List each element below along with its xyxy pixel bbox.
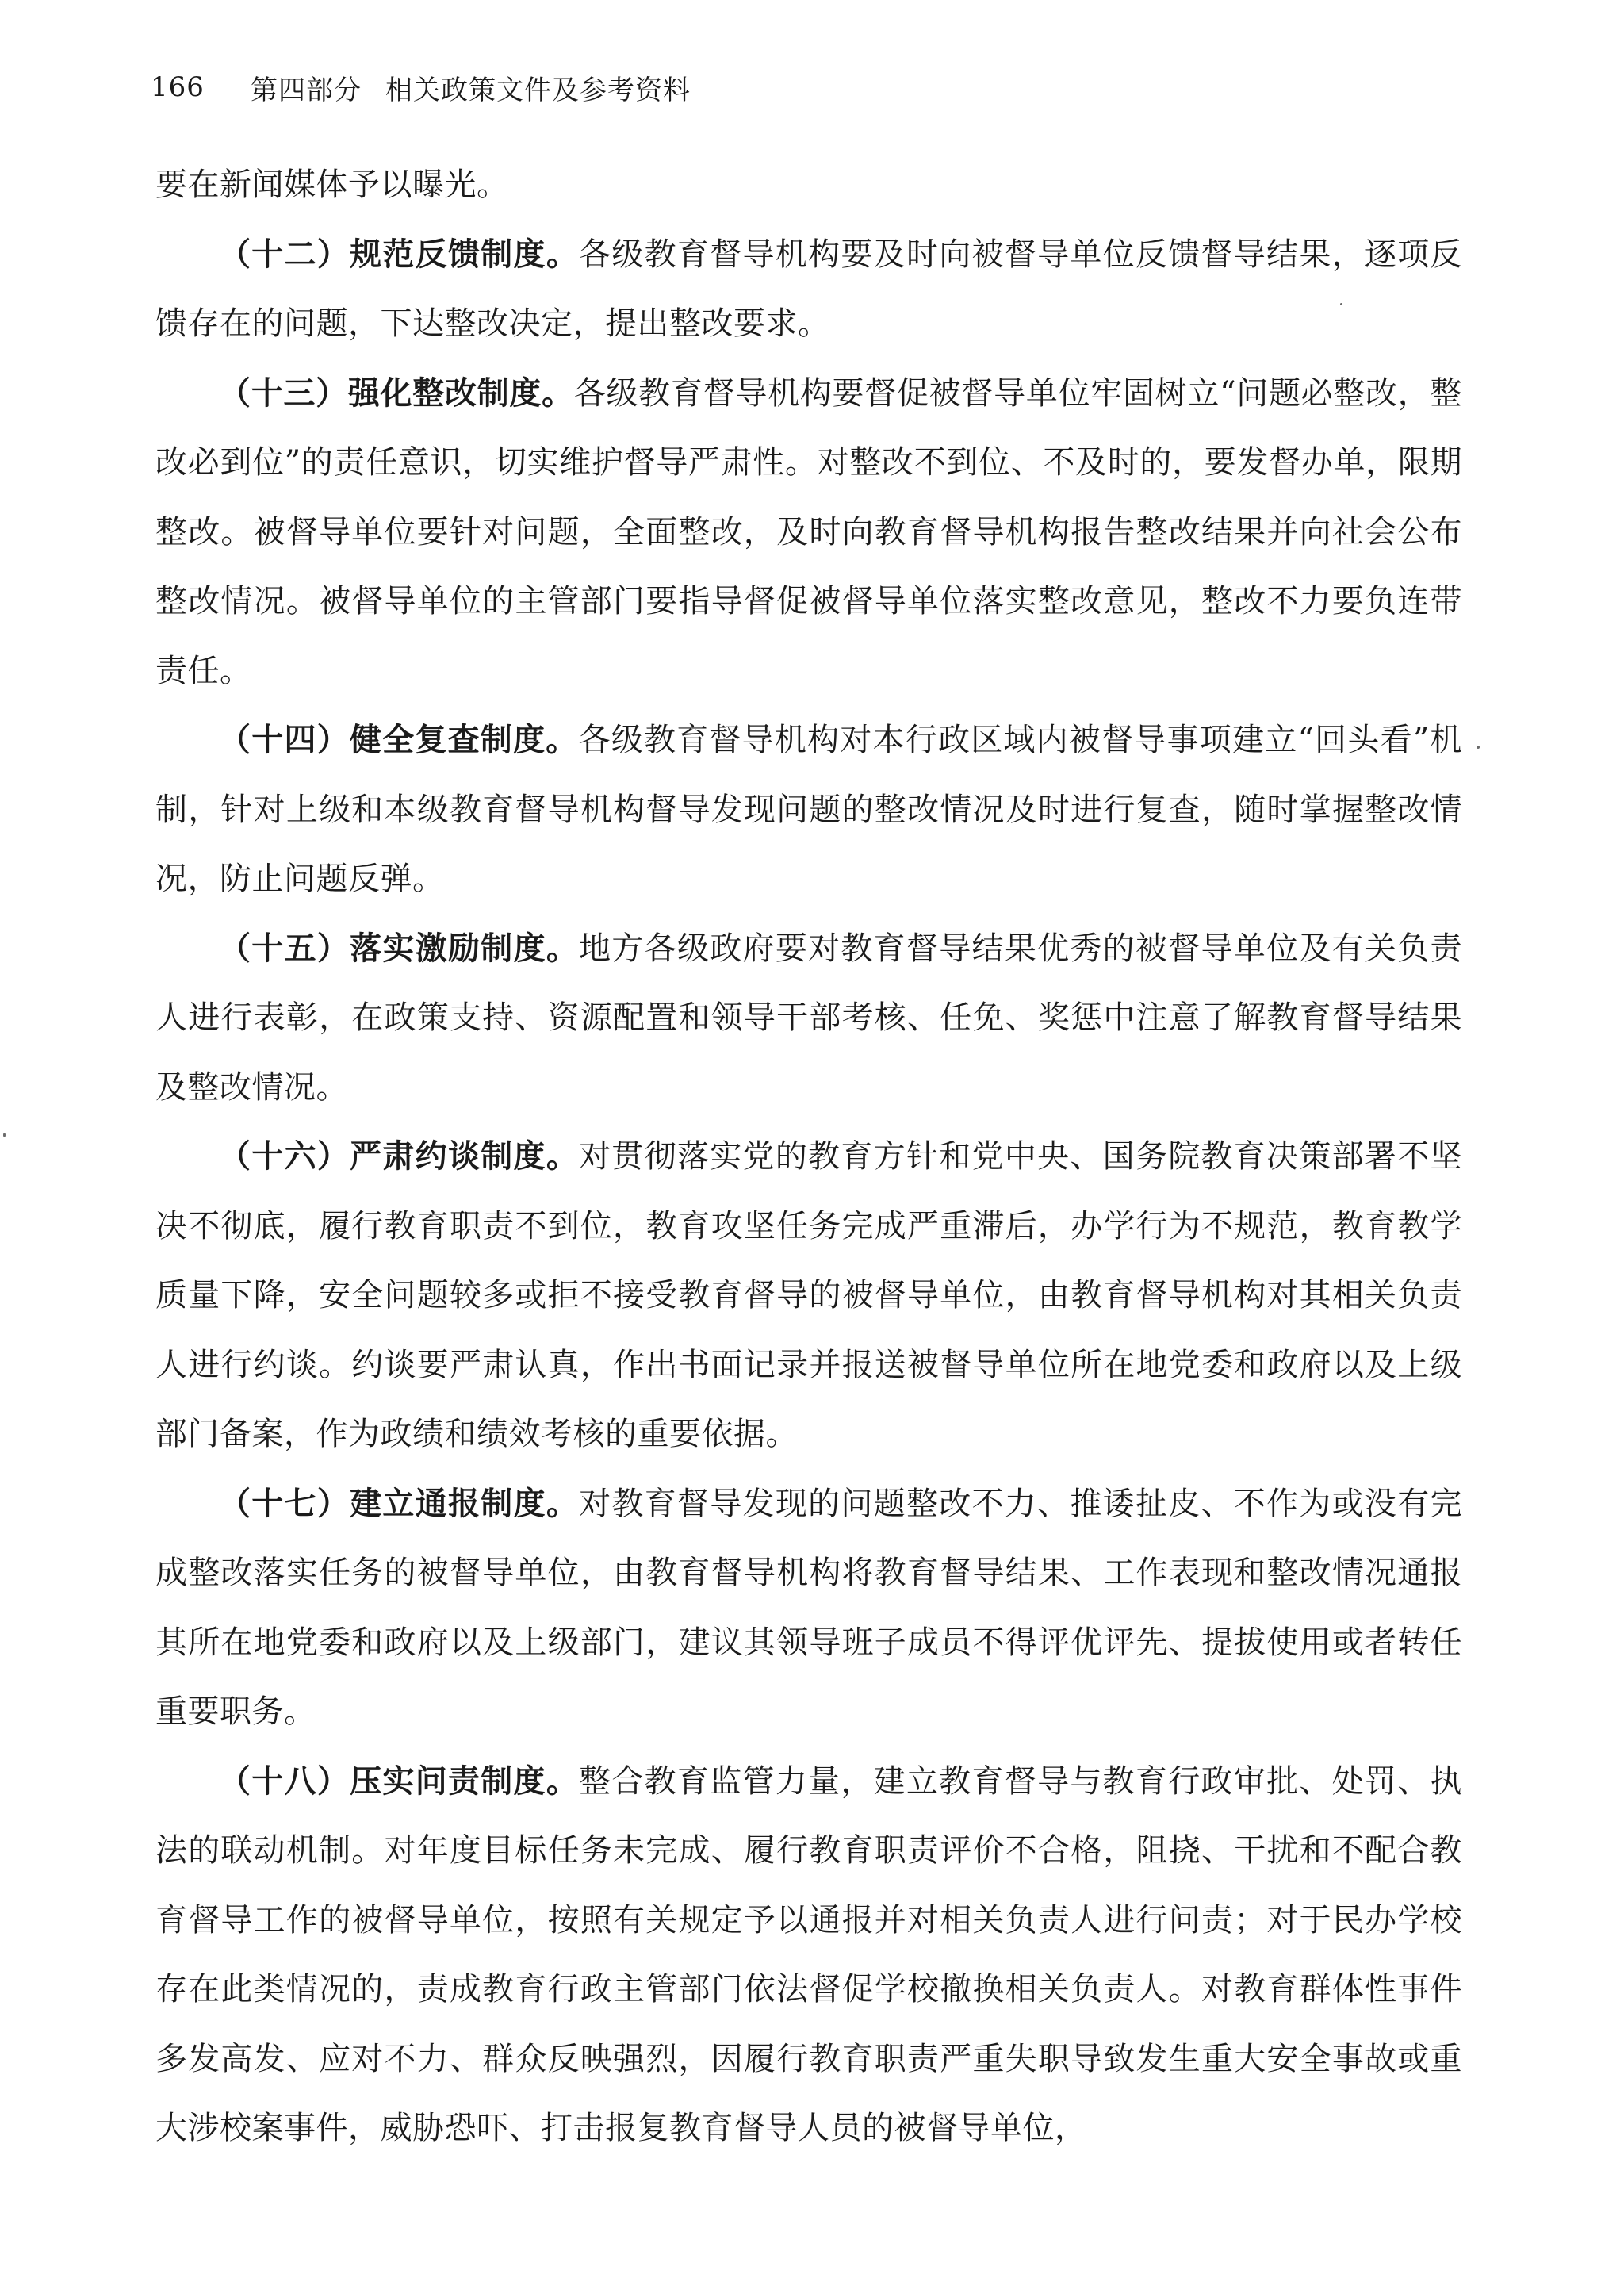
part-title: 第四部分 <box>251 74 362 106</box>
paragraph-17 <box>155 1470 1462 1747</box>
paragraph-text: 对教育督导发现的问题整改不力、推诿扯皮、不作为或没有完成整改落实任务的被督导单位，由教育督导机构将教育督导结果、工作表现和整改情况通报其所在地党委和政府以及上级部门，建议其领导班子成员不得评优评先、提拔使用或者转任重要职务。 <box>155 1485 1463 1730</box>
paragraph-heading: （十六）严肃约谈制度。 <box>219 1138 580 1175</box>
paragraph-text: 各级教育督导机构要督促被督导单位牢固树立“问题必整改，整改必到位”的责任意识，切实维护督导严肃性。对整改不到位、不及时的，要发督办单，限期整改。被督导单位要针对问题，全面整改，及时向教育督导机构报告整改结果并向社会公布整改情况。被督导单位的主管部门要指导督促被督导单位落实整改意见，整改不力要负连带责任。 <box>155 374 1463 689</box>
paragraph-text: 地方各级政府要对教育督导结果优秀的被督导单位及有关负责人进行表彰，在政策支持、资源配置和领导干部考核、任免、奖惩中注意了解教育督导结果及整改情况。 <box>155 930 1463 1106</box>
paragraph-12 <box>155 220 1462 359</box>
scan-speck <box>3 1133 6 1137</box>
scan-speck <box>1340 303 1342 305</box>
paragraph-heading: （十五）落实激励制度。 <box>219 930 580 967</box>
paragraph-text: 整合教育监管力量，建立教育督导与教育行政审批、处罚、执法的联动机制。对年度目标任务未完成、履行教育职责评价不合格，阻挠、干扰和不配合教育督导工作的被督导单位，按照有关规定予以通报并对相关负责人进行问责；对于民办学校存在此类情况的，责成教育行政主管部门依法督促学校撤换相关负责人。对教育群体性事件多发高发、应对不力、群众反映强烈，因履行教育职责严重失职导致发生重大安全事故或重大涉校案事件，威胁恐吓、打击报复教育督导人员的被督导单位， <box>155 1762 1463 2146</box>
paragraph-text: 各级教育督导机构要及时向被督导单位反馈督导结果，逐项反馈存在的问题，下达整改决定，提出整改要求。 <box>155 236 1463 342</box>
paragraph-heading: （十三）强化整改制度。 <box>219 374 574 412</box>
paragraph-continuation <box>155 151 1462 220</box>
paragraph-heading: （十七）建立通报制度。 <box>219 1485 580 1522</box>
paragraph-15 <box>155 915 1462 1123</box>
paragraph-18 <box>155 1747 1462 2164</box>
section-title: 相关政策文件及参考资料 <box>385 74 691 106</box>
paragraph-heading: （十四）健全复查制度。 <box>219 722 579 758</box>
scan-speck <box>1477 746 1480 749</box>
paragraph-text: 对贯彻落实党的教育方针和党中央、国务院教育决策部署不坚决不彻底，履行教育职责不到位，教育攻坚任务完成严重滞后，办学行为不规范，教育教学质量下降，安全问题较多或拒不接受教育督导的被督导单位，由教育督导机构对其相关负责人进行约谈。约谈要严肃认真，作出书面记录并报送被督导单位所在地党委和政府以及上级部门备案，作为政绩和绩效考核的重要依据。 <box>155 1138 1463 1452</box>
paragraph-heading: （十二）规范反馈制度。 <box>219 236 580 273</box>
body-text <box>155 151 1462 2164</box>
running-head <box>151 65 691 109</box>
paragraph-14 <box>155 706 1462 915</box>
paragraph-heading: （十八）压实问责制度。 <box>219 1762 580 1800</box>
paragraph-16 <box>155 1122 1462 1470</box>
paragraph-13 <box>155 359 1462 707</box>
paragraph-text: 要在新闻媒体予以曝光。 <box>155 167 509 203</box>
page-number: 166 <box>151 71 205 103</box>
paragraph-text: 各级教育督导机构对本行政区域内被督导事项建立“回头看”机制，针对上级和本级教育督导机构督导发现问题的整改情况及时进行复查，随时掌握整改情况，防止问题反弹。 <box>155 722 1463 897</box>
